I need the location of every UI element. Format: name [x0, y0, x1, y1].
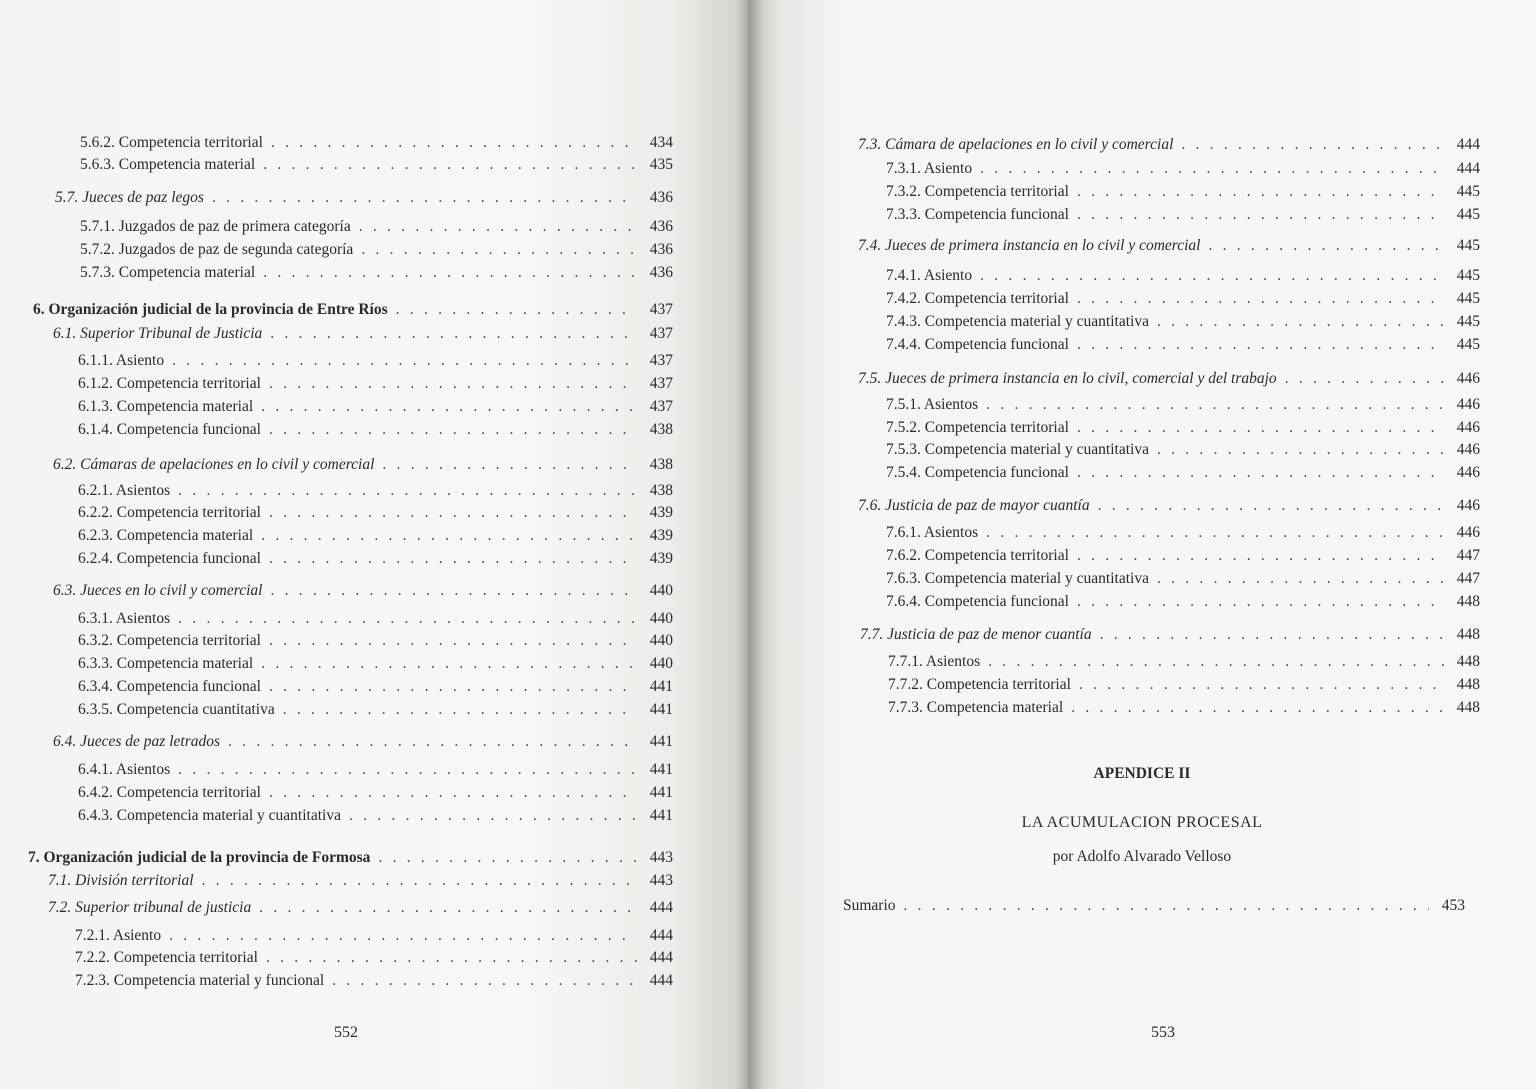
leader-dots: [378, 848, 637, 868]
toc-entry: [75, 926, 673, 946]
toc-entry-title: 7.5.1. Asientos: [886, 396, 979, 413]
left-page-number: 552: [334, 1024, 358, 1041]
toc-entry: [858, 135, 1480, 155]
toc-entry-page: 437: [649, 375, 673, 392]
toc-entry: [886, 159, 1480, 179]
toc-entry-title: 6.4.1. Asientos: [78, 761, 171, 778]
toc-entry: [858, 496, 1480, 516]
toc-entry-page: 434: [649, 134, 673, 151]
toc-entry-title: 6.3.1. Asientos: [78, 610, 171, 627]
leader-dots: [349, 806, 637, 826]
toc-entry-title: 7.4.1. Asiento: [886, 267, 973, 284]
toc-entry: [78, 351, 673, 371]
toc-entry: [860, 625, 1480, 645]
leader-dots: [261, 654, 637, 674]
toc-entry-title: 6.1.4. Competencia funcional: [78, 421, 261, 438]
toc-entry-title: 7.2. Superior tribunal de justicia: [48, 899, 252, 916]
toc-entry-title: 7.2.3. Competencia material y funcional: [75, 972, 325, 989]
toc-entry-page: 438: [649, 421, 673, 438]
toc-entry: [75, 971, 673, 991]
right-page: [748, 0, 1536, 1089]
toc-entry: [888, 675, 1480, 695]
toc-entry: [53, 581, 673, 601]
toc-entry-page: 437: [649, 398, 673, 415]
toc-entry-page: 444: [649, 972, 673, 989]
toc-entry-page: 439: [649, 527, 673, 544]
leader-dots: [269, 374, 637, 394]
toc-entry: [80, 240, 673, 260]
toc-entry-page: 438: [649, 482, 673, 499]
toc-entry: [80, 133, 673, 153]
leader-dots: [202, 871, 637, 891]
toc-entry-title: 7.6.2. Competencia territorial: [886, 547, 1069, 564]
toc-entry-title: 5.7.2. Juzgados de paz de segunda categoría: [80, 241, 354, 258]
toc-entry-page: 445: [1456, 206, 1480, 223]
leader-dots: [169, 926, 637, 946]
toc-entry: [80, 217, 673, 237]
toc-entry-title: 6.3.4. Competencia funcional: [78, 678, 261, 695]
toc-entry-page: 437: [649, 325, 673, 342]
leader-dots: [1285, 369, 1444, 389]
toc-entry: [886, 335, 1480, 355]
toc-entry-title: 7.6.3. Competencia material y cuantitativa: [886, 570, 1149, 587]
toc-entry-page: 444: [649, 949, 673, 966]
leader-dots: [1098, 496, 1444, 516]
leader-dots: [382, 455, 637, 475]
leader-dots: [1208, 236, 1444, 256]
toc-entry-title: 7.4.4. Competencia funcional: [886, 336, 1069, 353]
toc-entry-title: 7.3.3. Competencia funcional: [886, 206, 1069, 223]
toc-entry: [78, 631, 673, 651]
toc-entry-title: 6.3.5. Competencia cuantitativa: [78, 701, 275, 718]
leader-dots: [1077, 182, 1444, 202]
toc-entry-page: 444: [649, 899, 673, 916]
leader-dots: [1077, 592, 1444, 612]
toc-entry-title: 6.1.1. Asiento: [78, 352, 165, 369]
leader-dots: [178, 609, 637, 629]
toc-entry-page: 445: [1456, 290, 1480, 307]
toc-entry-page: 446: [1456, 524, 1480, 541]
toc-entry: [858, 369, 1480, 389]
summary-page: 453: [1441, 897, 1465, 914]
summary-entry: [843, 896, 1465, 916]
toc-entry-page: 446: [1456, 497, 1480, 514]
left-page: [0, 0, 748, 1089]
toc-entry: [886, 182, 1480, 202]
toc-entry-title: 7.2.2. Competencia territorial: [75, 949, 258, 966]
toc-entry-title: 6.4. Jueces de paz letrados: [53, 733, 221, 750]
leader-dots: [269, 549, 637, 569]
toc-entry-page: 439: [649, 550, 673, 567]
summary-text: Sumario: [843, 897, 896, 914]
toc-entry-page: 445: [1456, 183, 1480, 200]
toc-entry-page: 445: [1456, 237, 1480, 254]
toc-entry: [55, 188, 673, 208]
toc-entry-title: 7.2.1. Asiento: [75, 927, 162, 944]
toc-entry: [886, 523, 1480, 543]
leader-dots: [263, 263, 637, 283]
appendix-subtitle: LA ACUMULACION PROCESAL: [1021, 814, 1263, 831]
leader-dots: [1157, 440, 1444, 460]
toc-entry: [78, 481, 673, 501]
leader-dots: [172, 351, 637, 371]
leader-dots: [1077, 335, 1444, 355]
toc-entry-title: 6.1. Superior Tribunal de Justicia: [53, 325, 263, 342]
toc-entry: [78, 783, 673, 803]
leader-dots: [332, 971, 637, 991]
leader-dots: [1181, 135, 1444, 155]
leader-dots: [270, 324, 637, 344]
toc-entry-title: 6.3. Jueces en lo civil y comercial: [53, 582, 263, 599]
toc-entry: [75, 948, 673, 968]
toc-entry: [78, 374, 673, 394]
toc-entry-title: 6.1.3. Competencia material: [78, 398, 254, 415]
toc-entry-page: 440: [649, 655, 673, 672]
leader-dots: [178, 481, 637, 501]
toc-entry-title: 6.3.2. Competencia territorial: [78, 632, 261, 649]
leader-dots: [269, 420, 637, 440]
toc-entry-page: 443: [649, 849, 673, 866]
leader-dots: [269, 631, 637, 651]
toc-entry-page: 437: [649, 352, 673, 369]
toc-entry-title: 7.7.2. Competencia territorial: [888, 676, 1071, 693]
leader-dots: [270, 581, 637, 601]
toc-entry: [78, 677, 673, 697]
toc-entry-page: 448: [1456, 593, 1480, 610]
toc-entry: [886, 266, 1480, 286]
toc-entry-page: 439: [649, 504, 673, 521]
toc-entry: [33, 300, 673, 320]
toc-entry: [53, 732, 673, 752]
toc-entry-title: 7. Organización judicial de la provincia de Formosa: [28, 849, 371, 866]
toc-entry: [78, 503, 673, 523]
toc-entry: [48, 898, 673, 918]
toc-entry-title: 6.3.3. Competencia material: [78, 655, 254, 672]
toc-entry-page: 446: [1456, 396, 1480, 413]
leader-dots: [212, 188, 637, 208]
toc-entry-title: 7.5.3. Competencia material y cuantitativa: [886, 441, 1149, 458]
toc-entry: [48, 871, 673, 891]
toc-entry: [888, 652, 1480, 672]
toc-entry: [886, 418, 1480, 438]
toc-entry-title: 6.2. Cámaras de apelaciones en lo civil y comercial: [53, 456, 375, 473]
toc-entry-title: 6.1.2. Competencia territorial: [78, 375, 261, 392]
leader-dots: [986, 523, 1444, 543]
toc-entry: [78, 549, 673, 569]
toc-entry: [53, 455, 673, 475]
toc-entry: [78, 760, 673, 780]
leader-dots: [980, 266, 1444, 286]
toc-entry-title: 5.6.3. Competencia material: [80, 156, 256, 173]
leader-dots: [261, 397, 637, 417]
toc-entry-page: 445: [1456, 267, 1480, 284]
toc-entry-page: 436: [649, 218, 673, 235]
leader-dots: [271, 133, 637, 153]
toc-entry-title: 5.7.3. Competencia material: [80, 264, 256, 281]
toc-entry-title: 6.4.2. Competencia territorial: [78, 784, 261, 801]
leader-dots: [1157, 569, 1444, 589]
toc-entry: [888, 698, 1480, 718]
toc-entry-title: 7.7.1. Asientos: [888, 653, 981, 670]
appendix-author: por Adolfo Alvarado Velloso: [1052, 848, 1232, 865]
leader-dots: [986, 395, 1444, 415]
toc-entry-page: 441: [649, 678, 673, 695]
toc-entry-title: 7.6.1. Asientos: [886, 524, 979, 541]
toc-entry-page: 446: [1456, 464, 1480, 481]
toc-entry: [78, 420, 673, 440]
toc-entry-title: 7.6. Justicia de paz de mayor cuantía: [858, 497, 1090, 514]
toc-entry-page: 440: [649, 610, 673, 627]
toc-entry-page: 448: [1456, 699, 1480, 716]
toc-entry-page: 441: [649, 701, 673, 718]
toc-entry-page: 444: [1456, 136, 1480, 153]
toc-entry-title: 6. Organización judicial de la provincia de Entre Ríos: [33, 301, 388, 318]
toc-entry-title: 7.7.3. Competencia material: [888, 699, 1064, 716]
toc-entry-page: 447: [1456, 570, 1480, 587]
leader-dots: [1077, 463, 1444, 483]
toc-entry: [78, 700, 673, 720]
leader-dots: [396, 300, 637, 320]
leader-dots: [1071, 698, 1444, 718]
toc-entry-title: 7.7. Justicia de paz de menor cuantía: [860, 626, 1092, 643]
toc-entry: [80, 155, 673, 175]
leader-dots: [263, 155, 637, 175]
toc-entry-page: 445: [1456, 336, 1480, 353]
leader-dots: [228, 732, 637, 752]
toc-entry-title: 6.2.2. Competencia territorial: [78, 504, 261, 521]
toc-entry: [886, 312, 1480, 332]
leader-dots: [1077, 546, 1444, 566]
leader-dots: [980, 159, 1444, 179]
toc-entry-page: 444: [1456, 160, 1480, 177]
leader-dots: [1100, 625, 1444, 645]
toc-entry: [78, 609, 673, 629]
toc-entry-page: 438: [649, 456, 673, 473]
toc-entry: [886, 569, 1480, 589]
toc-entry-page: 446: [1456, 370, 1480, 387]
toc-entry-page: 441: [649, 784, 673, 801]
toc-entry-title: 7.4.2. Competencia territorial: [886, 290, 1069, 307]
toc-entry-page: 436: [649, 264, 673, 281]
toc-entry-page: 437: [649, 301, 673, 318]
leader-dots: [269, 677, 637, 697]
leader-dots: [904, 896, 1429, 916]
leader-dots: [261, 526, 637, 546]
leader-dots: [359, 217, 637, 237]
toc-entry: [78, 526, 673, 546]
toc-entry-title: 6.2.4. Competencia funcional: [78, 550, 261, 567]
toc-entry-page: 441: [649, 733, 673, 750]
leader-dots: [1079, 675, 1444, 695]
leader-dots: [283, 700, 637, 720]
toc-entry: [886, 395, 1480, 415]
toc-entry-title: 5.6.2. Competencia territorial: [80, 134, 263, 151]
toc-entry-page: 447: [1456, 547, 1480, 564]
toc-entry-title: 5.7. Jueces de paz legos: [55, 189, 204, 206]
leader-dots: [1077, 289, 1444, 309]
toc-entry-title: 7.5.2. Competencia territorial: [886, 419, 1069, 436]
toc-entry: [886, 289, 1480, 309]
toc-entry-title: 7.5.4. Competencia funcional: [886, 464, 1069, 481]
toc-entry-page: 445: [1456, 313, 1480, 330]
toc-entry-title: 7.4. Jueces de primera instancia en lo civil y comercial: [858, 237, 1201, 254]
book-gutter: [735, 0, 763, 1089]
toc-entry-page: 448: [1456, 676, 1480, 693]
leader-dots: [259, 898, 637, 918]
toc-entry-page: 446: [1456, 419, 1480, 436]
toc-entry: [886, 592, 1480, 612]
toc-entry: [78, 654, 673, 674]
leader-dots: [1157, 312, 1444, 332]
toc-entry-page: 436: [649, 189, 673, 206]
toc-entry-title: 7.3. Cámara de apelaciones en lo civil y comercial: [858, 136, 1174, 153]
toc-entry: [53, 324, 673, 344]
leader-dots: [988, 652, 1444, 672]
leader-dots: [178, 760, 637, 780]
toc-entry: [80, 263, 673, 283]
toc-entry: [886, 546, 1480, 566]
toc-entry-title: 7.3.1. Asiento: [886, 160, 973, 177]
toc-entry-title: 6.2.3. Competencia material: [78, 527, 254, 544]
toc-entry-page: 440: [649, 582, 673, 599]
toc-entry-page: 436: [649, 241, 673, 258]
toc-entry-title: 5.7.1. Juzgados de paz de primera categoría: [80, 218, 351, 235]
toc-entry-title: 6.4.3. Competencia material y cuantitativa: [78, 807, 341, 824]
toc-entry-page: 443: [649, 872, 673, 889]
leader-dots: [1077, 418, 1444, 438]
toc-entry-title: 7.1. División territorial: [48, 872, 194, 889]
toc-entry: [886, 463, 1480, 483]
toc-entry-page: 448: [1456, 653, 1480, 670]
toc-entry-title: 6.2.1. Asientos: [78, 482, 171, 499]
toc-entry: [78, 397, 673, 417]
appendix-title: APENDICE II: [1093, 765, 1191, 782]
toc-entry-page: 441: [649, 807, 673, 824]
right-page-number: 553: [1151, 1024, 1175, 1041]
toc-entry: [78, 806, 673, 826]
toc-entry-title: 7.4.3. Competencia material y cuantitativa: [886, 313, 1149, 330]
toc-entry-title: 7.6.4. Competencia funcional: [886, 593, 1069, 610]
toc-entry-title: 7.5. Jueces de primera instancia en lo civil, comercial y del trabajo: [858, 370, 1277, 387]
toc-entry-page: 441: [649, 761, 673, 778]
toc-entry-page: 448: [1456, 626, 1480, 643]
toc-entry: [886, 205, 1480, 225]
leader-dots: [1077, 205, 1444, 225]
toc-entry-page: 446: [1456, 441, 1480, 458]
toc-entry-page: 444: [649, 927, 673, 944]
toc-entry-title: 7.3.2. Competencia territorial: [886, 183, 1069, 200]
toc-entry-page: 440: [649, 632, 673, 649]
leader-dots: [361, 240, 637, 260]
leader-dots: [266, 948, 637, 968]
toc-entry-page: 435: [649, 156, 673, 173]
leader-dots: [269, 783, 637, 803]
toc-entry: [858, 236, 1480, 256]
leader-dots: [269, 503, 637, 523]
toc-entry: [886, 440, 1480, 460]
toc-entry: [28, 848, 673, 868]
